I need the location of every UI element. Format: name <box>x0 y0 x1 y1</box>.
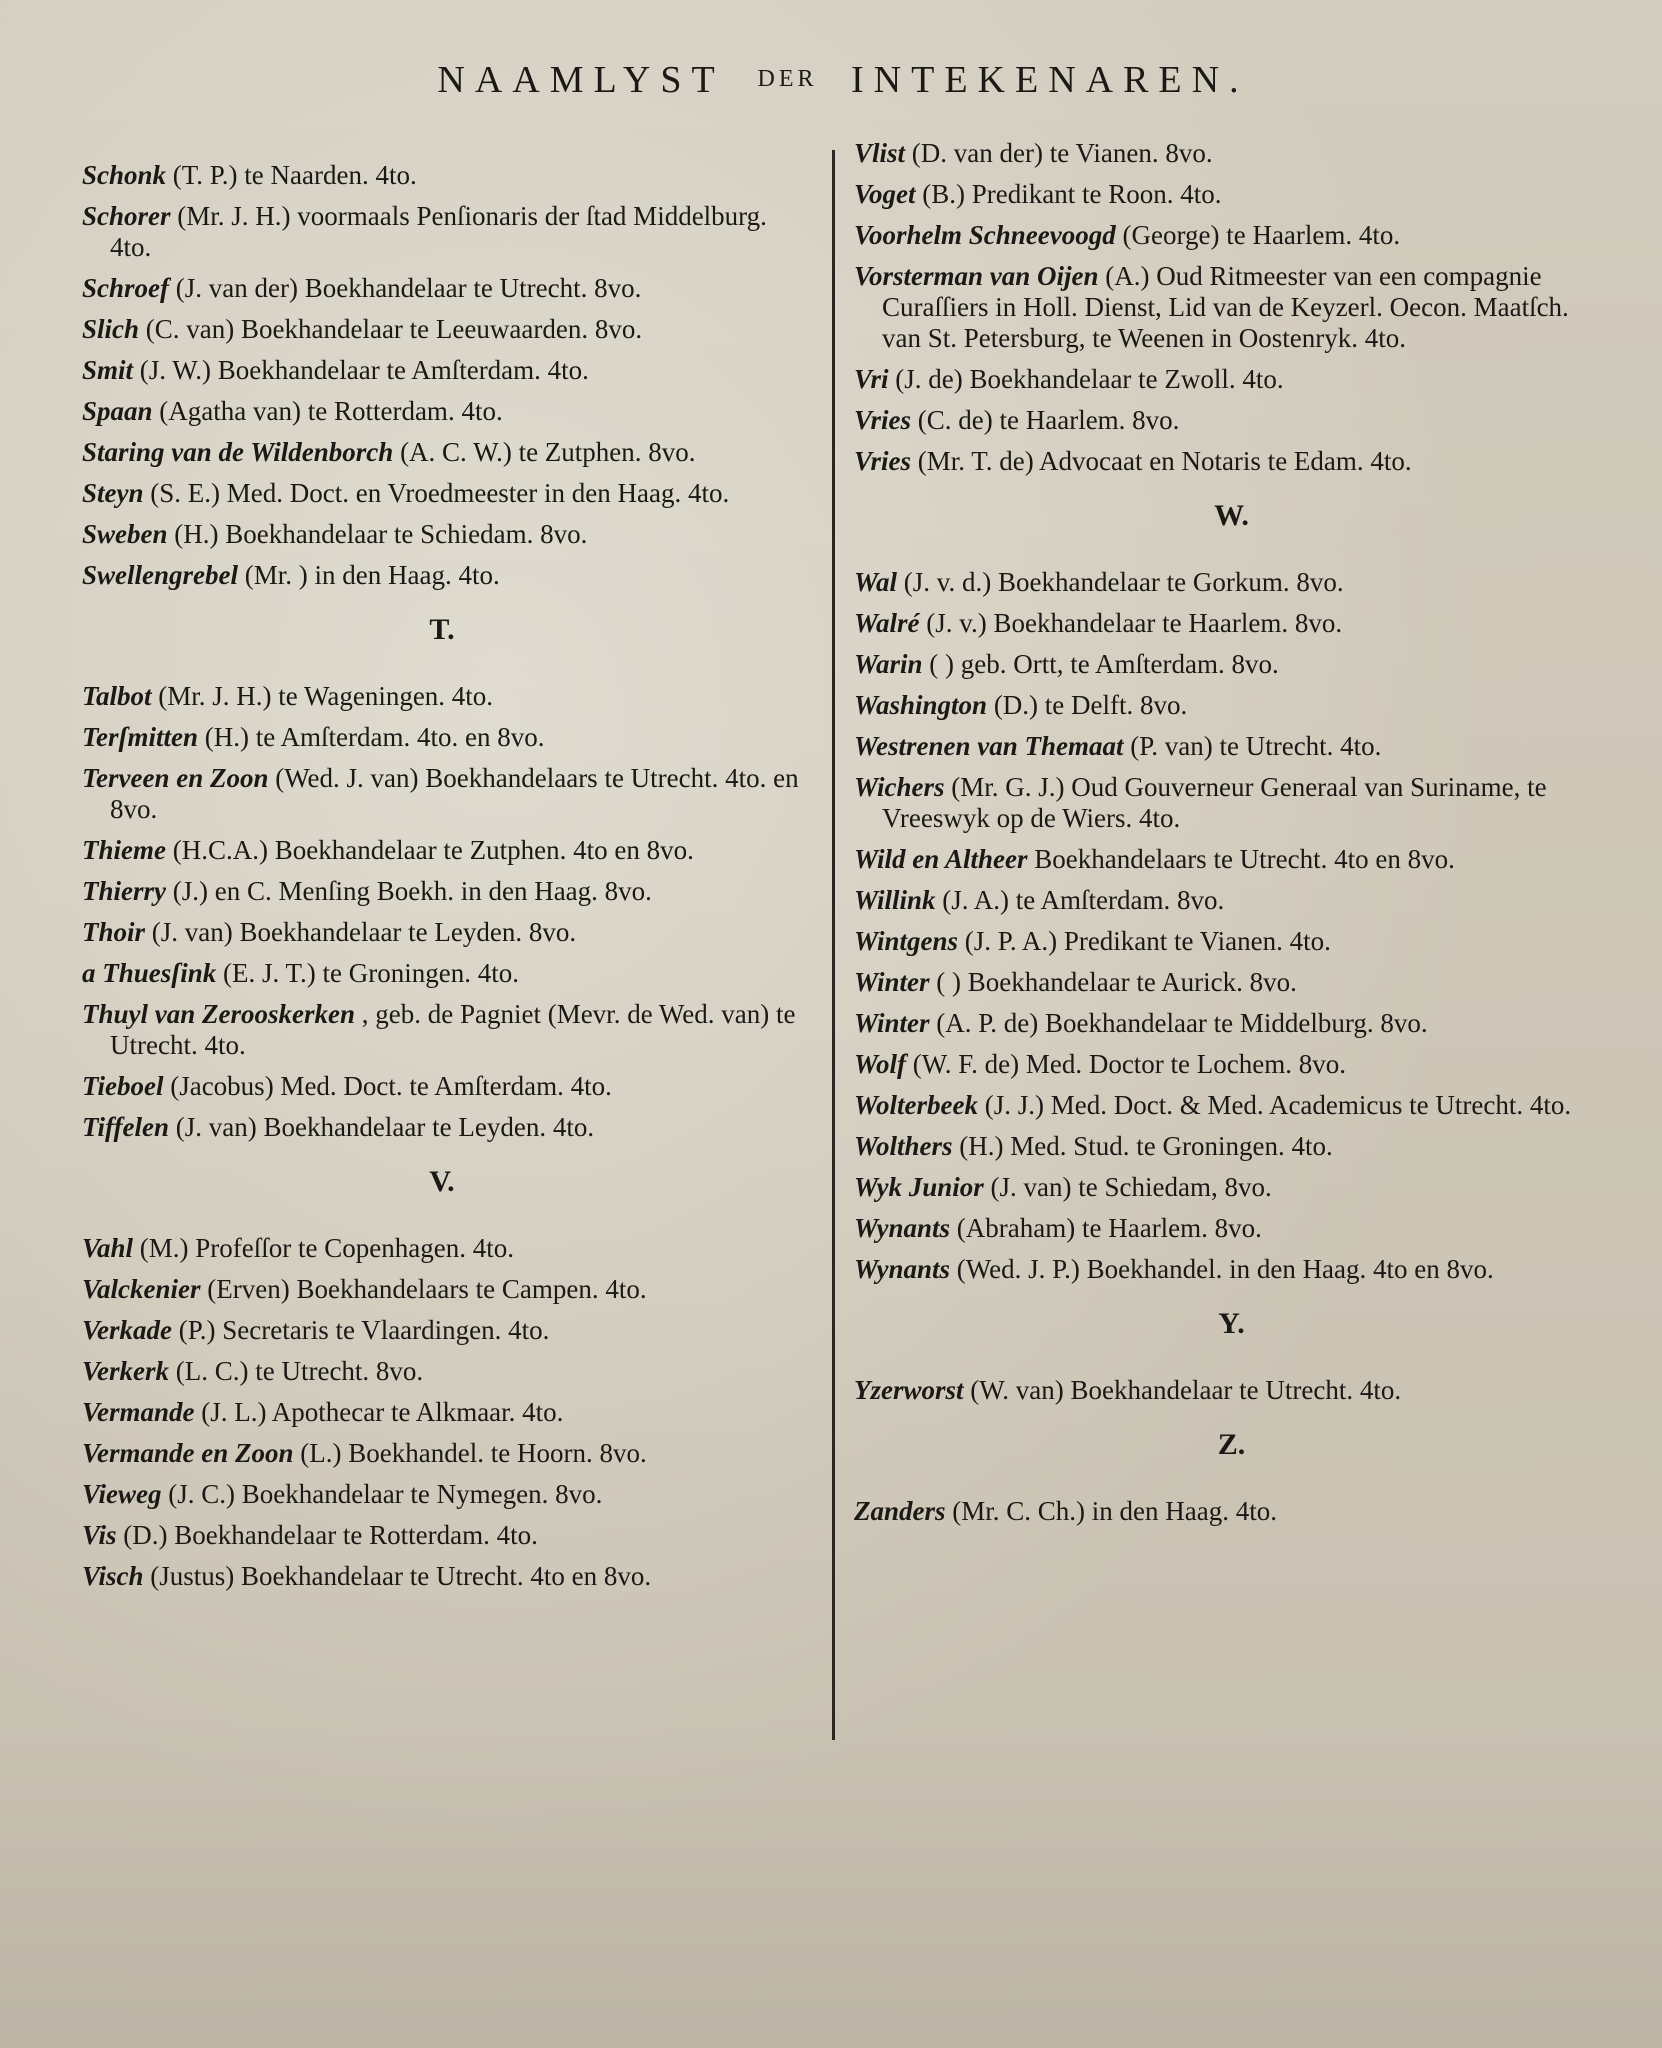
entries-v-continued <box>854 138 1609 477</box>
subscriber-name: Talbot <box>82 681 152 711</box>
subscriber-entry <box>82 437 802 468</box>
subscriber-name: Voorhelm Schneevoogd <box>854 220 1116 250</box>
subscriber-entry <box>854 649 1609 680</box>
subscriber-entry <box>82 1356 802 1387</box>
subscriber-details: (Erven) Boekhandelaars te Campen. 4to. <box>207 1274 647 1304</box>
subscriber-name: Schonk <box>82 160 167 190</box>
subscriber-details: (W. F. de) Med. Doctor te Lochem. 8vo. <box>912 1049 1346 1079</box>
subscriber-name: Wynants <box>854 1254 951 1284</box>
subscriber-entry <box>82 1479 802 1510</box>
subscriber-entry <box>82 958 802 989</box>
subscriber-entry <box>854 1090 1609 1121</box>
subscriber-name: Thieme <box>82 835 166 865</box>
subscriber-details: (T. P.) te Naarden. 4to. <box>172 160 417 190</box>
subscriber-name: Vahl <box>82 1233 134 1263</box>
subscriber-details: ( ) geb. Ortt, te Amſterdam. 8vo. <box>929 649 1279 679</box>
subscriber-details: (J. C.) Boekhandelaar te Nymegen. 8vo. <box>168 1479 603 1509</box>
subscriber-name: Visch <box>82 1561 144 1591</box>
subscriber-entry <box>854 1172 1609 1203</box>
subscriber-entry <box>82 314 802 345</box>
subscriber-details: (M.) Profeſſor te Copenhagen. 4to. <box>139 1233 514 1263</box>
subscriber-entry <box>854 567 1609 598</box>
entries-z <box>854 1496 1609 1527</box>
subscriber-details: (H.C.A.) Boekhandelaar te Zutphen. 4to en 8vo. <box>172 835 694 865</box>
subscriber-details: (A. C. W.) te Zutphen. 8vo. <box>400 437 696 467</box>
subscriber-details: (Jacobus) Med. Doct. te Amſterdam. 4to. <box>170 1071 612 1101</box>
section-letter-w: W. <box>1214 499 1249 532</box>
subscriber-details: (J. v.) Boekhandelaar te Haarlem. 8vo. <box>926 608 1343 638</box>
subscriber-entry <box>82 396 802 427</box>
subscriber-name: Swellengrebel <box>82 560 238 590</box>
left-column <box>82 160 802 1602</box>
subscriber-name: Vorsterman van Oijen <box>854 261 1099 291</box>
subscriber-entry <box>82 355 802 386</box>
subscriber-name: Wal <box>854 567 898 597</box>
subscriber-name: Warin <box>854 649 923 679</box>
page-bleed-shadow <box>0 1718 1662 2048</box>
subscriber-entry <box>82 1520 802 1551</box>
subscriber-name: Wolthers <box>854 1131 953 1161</box>
subscriber-name: Westrenen van Themaat <box>854 731 1124 761</box>
entries-s <box>82 160 802 591</box>
subscriber-details: (D.) Boekhandelaar te Rotterdam. 4to. <box>123 1520 538 1550</box>
column-divider <box>832 150 835 1740</box>
subscriber-details: (J. van der) Boekhandelaar te Utrecht. 8vo. <box>175 273 642 303</box>
subscriber-entry <box>82 1315 802 1346</box>
subscriber-details: (P. van) te Utrecht. 4to. <box>1130 731 1382 761</box>
subscriber-entry <box>82 876 802 907</box>
subscriber-name: Slich <box>82 314 140 344</box>
subscriber-name: Willink <box>854 885 936 915</box>
subscriber-entry <box>854 138 1609 169</box>
subscriber-name: Walré <box>854 608 920 638</box>
subscriber-details: (J. van) Boekhandelaar te Leyden. 4to. <box>175 1112 595 1142</box>
subscriber-details: (J. A.) te Amſterdam. 8vo. <box>942 885 1225 915</box>
subscriber-details: (George) te Haarlem. 4to. <box>1122 220 1401 250</box>
right-column <box>854 138 1609 1537</box>
subscriber-entry <box>854 261 1609 354</box>
subscriber-details: (C. van) Boekhandelaar te Leeuwaarden. 8vo. <box>145 314 643 344</box>
subscriber-details: (A. P. de) Boekhandelaar te Middelburg. 8vo. <box>936 1008 1428 1038</box>
subscriber-entry <box>854 967 1609 998</box>
subscriber-entry <box>854 405 1609 436</box>
title-part-3: INTEKENAREN. <box>851 59 1249 101</box>
subscriber-name: Vlist <box>854 138 906 168</box>
subscriber-name: a Thuesſink <box>82 958 217 988</box>
subscriber-entry <box>854 364 1609 395</box>
subscriber-details: (H.) Med. Stud. te Groningen. 4to. <box>959 1131 1333 1161</box>
subscriber-details: (C. de) te Haarlem. 8vo. <box>917 405 1180 435</box>
subscriber-name: Terveen en Zoon <box>82 763 269 793</box>
subscriber-details: (Mr. G. J.) Oud Gouverneur Generaal van Suriname, te Vreeswyk op de Wiers. 4to. <box>882 772 1547 833</box>
subscriber-entry <box>854 885 1609 916</box>
subscriber-entry <box>82 763 802 825</box>
subscriber-entry <box>82 1233 802 1264</box>
entries-w <box>854 567 1609 1285</box>
subscriber-details: (Wed. J. van) Boekhandelaars te Utrecht. 4to. en 8vo. <box>110 763 799 824</box>
subscriber-name: Smit <box>82 355 134 385</box>
entries-t <box>82 681 802 1143</box>
section-letter-t: T. <box>429 613 455 646</box>
subscriber-name: Wynants <box>854 1213 951 1243</box>
subscriber-entry <box>82 560 802 591</box>
subscriber-entry <box>854 1049 1609 1080</box>
subscriber-entry <box>82 160 802 191</box>
subscriber-name: Vermande <box>82 1397 195 1427</box>
subscriber-entry <box>854 446 1609 477</box>
subscriber-entry <box>854 731 1609 762</box>
subscriber-details: (Mr. J. H.) voormaals Penſionaris der ſtad Middelburg. 4to. <box>110 201 767 262</box>
subscriber-details: (Mr. ) in den Haag. 4to. <box>244 560 500 590</box>
subscriber-name: Voget <box>854 179 916 209</box>
subscriber-name: Winter <box>854 967 930 997</box>
subscriber-name: Vermande en Zoon <box>82 1438 294 1468</box>
subscriber-entry <box>82 478 802 509</box>
subscriber-name: Washington <box>854 690 988 720</box>
subscriber-entry <box>82 999 802 1061</box>
subscriber-name: Wichers <box>854 772 945 802</box>
subscriber-details: ( ) Boekhandelaar te Aurick. 8vo. <box>936 967 1297 997</box>
subscriber-name: Thierry <box>82 876 166 906</box>
subscriber-entry <box>854 1375 1609 1406</box>
subscriber-details: (J. W.) Boekhandelaar te Amſterdam. 4to. <box>139 355 589 385</box>
subscriber-details: (W. van) Boekhandelaar te Utrecht. 4to. <box>970 1375 1402 1405</box>
subscriber-details: , geb. de Pagniet (Mevr. de Wed. van) te Utrecht. 4to. <box>110 999 796 1060</box>
subscriber-entry <box>82 1438 802 1469</box>
entries-v <box>82 1233 802 1592</box>
section-letter-v: V. <box>429 1165 455 1198</box>
subscriber-details: (D.) te Delft. 8vo. <box>993 690 1188 720</box>
subscriber-name: Vieweg <box>82 1479 162 1509</box>
subscriber-entry <box>82 201 802 263</box>
subscriber-name: Terſmitten <box>82 722 199 752</box>
subscriber-name: Verkade <box>82 1315 172 1345</box>
subscriber-name: Vries <box>854 405 912 435</box>
subscriber-entry <box>854 1213 1609 1244</box>
subscriber-details: (L. C.) te Utrecht. 8vo. <box>175 1356 424 1386</box>
subscriber-entry <box>854 926 1609 957</box>
subscriber-entry <box>854 1496 1609 1527</box>
subscriber-details: (Mr. T. de) Advocaat en Notaris te Edam. 4to. <box>917 446 1412 476</box>
subscriber-details: (Agatha van) te Rotterdam. 4to. <box>159 396 503 426</box>
subscriber-details: (J. van) Boekhandelaar te Leyden. 8vo. <box>151 917 577 947</box>
subscriber-name: Yzerworst <box>854 1375 964 1405</box>
subscriber-name: Wolterbeek <box>854 1090 978 1120</box>
subscriber-name: Thuyl van Zerooskerken <box>82 999 355 1029</box>
subscriber-details: (J. P. A.) Predikant te Vianen. 4to. <box>964 926 1331 956</box>
subscriber-entry <box>82 722 802 753</box>
subscriber-entry <box>82 1071 802 1102</box>
subscriber-entry <box>82 917 802 948</box>
subscriber-entry <box>82 1397 802 1428</box>
subscriber-name: Zanders <box>854 1496 946 1526</box>
section-letter-y: Y. <box>1218 1307 1245 1340</box>
subscriber-entry <box>82 1274 802 1305</box>
subscriber-details: (J. J.) Med. Doct. & Med. Academicus te Utrecht. 4to. <box>984 1090 1572 1120</box>
subscriber-entry <box>82 519 802 550</box>
subscriber-details: (Mr. C. Ch.) in den Haag. 4to. <box>952 1496 1277 1526</box>
subscriber-entry <box>82 273 802 304</box>
subscriber-details: (Mr. J. H.) te Wageningen. 4to. <box>158 681 494 711</box>
subscriber-name: Sweben <box>82 519 168 549</box>
subscriber-name: Wild en Altheer <box>854 844 1028 874</box>
subscriber-name: Steyn <box>82 478 144 508</box>
title-part-2: DER <box>757 66 818 92</box>
section-letter-z: Z. <box>1217 1428 1246 1461</box>
subscriber-name: Tiffelen <box>82 1112 169 1142</box>
subscriber-name: Staring van de Wildenborch <box>82 437 394 467</box>
subscriber-name: Wolf <box>854 1049 906 1079</box>
subscriber-details: (J. van) te Schiedam, 8vo. <box>990 1172 1272 1202</box>
subscriber-entry <box>854 1254 1609 1285</box>
subscriber-details: (H.) te Amſterdam. 4to. en 8vo. <box>204 722 545 752</box>
subscriber-name: Valckenier <box>82 1274 201 1304</box>
subscriber-details: (S. E.) Med. Doct. en Vroedmeester in den Haag. 4to. <box>150 478 730 508</box>
subscriber-entry <box>854 179 1609 210</box>
subscriber-entry <box>854 1131 1609 1162</box>
subscriber-name: Vries <box>854 446 912 476</box>
subscriber-entry <box>82 1561 802 1592</box>
entries-y <box>854 1375 1609 1406</box>
subscriber-details: (Wed. J. P.) Boekhandel. in den Haag. 4to en 8vo. <box>956 1254 1494 1284</box>
subscriber-name: Spaan <box>82 396 153 426</box>
subscriber-details: (P.) Secretaris te Vlaardingen. 4to. <box>178 1315 550 1345</box>
subscriber-details: (J. de) Boekhandelaar te Zwoll. 4to. <box>895 364 1284 394</box>
subscriber-details: (Abraham) te Haarlem. 8vo. <box>956 1213 1262 1243</box>
subscriber-details: (E. J. T.) te Groningen. 4to. <box>223 958 519 988</box>
subscriber-name: Wintgens <box>854 926 959 956</box>
subscriber-details: (J.) en C. Menſing Boekh. in den Haag. 8vo. <box>172 876 652 906</box>
subscriber-name: Schroef <box>82 273 169 303</box>
subscriber-name: Winter <box>854 1008 930 1038</box>
subscriber-name: Schorer <box>82 201 171 231</box>
subscriber-details: (A.) Oud Ritmeester van een compagnie Curaſſiers in Holl. Dienst, Lid van de Keyzerl. Oecon. Maatſch. van St. Petersburg, te Weenen in Oostenryk. 4to. <box>882 261 1569 353</box>
subscriber-entry <box>854 608 1609 639</box>
title-part-1: NAAMLYST <box>437 59 725 101</box>
subscriber-name: Verkerk <box>82 1356 169 1386</box>
subscriber-details: (H.) Boekhandelaar te Schiedam. 8vo. <box>174 519 588 549</box>
subscriber-name: Vis <box>82 1520 117 1550</box>
subscriber-entry <box>854 690 1609 721</box>
subscriber-entry <box>854 220 1609 251</box>
subscriber-name: Thoir <box>82 917 146 947</box>
subscriber-entry <box>82 835 802 866</box>
subscriber-name: Tieboel <box>82 1071 164 1101</box>
subscriber-entry <box>854 1008 1609 1039</box>
subscriber-name: Wyk Junior <box>854 1172 984 1202</box>
subscriber-entry <box>82 1112 802 1143</box>
subscriber-details: (J. v. d.) Boekhandelaar te Gorkum. 8vo. <box>903 567 1344 597</box>
subscriber-entry <box>854 844 1609 875</box>
subscriber-details: Boekhandelaars te Utrecht. 4to en 8vo. <box>1034 844 1455 874</box>
subscriber-entry <box>82 681 802 712</box>
subscriber-details: (L.) Boekhandel. te Hoorn. 8vo. <box>300 1438 647 1468</box>
subscriber-details: (B.) Predikant te Roon. 4to. <box>922 179 1222 209</box>
subscriber-details: (Justus) Boekhandelaar te Utrecht. 4to en 8vo. <box>150 1561 652 1591</box>
subscriber-name: Vri <box>854 364 889 394</box>
page-title <box>0 58 1662 102</box>
subscriber-entry <box>854 772 1609 834</box>
subscriber-details: (J. L.) Apothecar te Alkmaar. 4to. <box>201 1397 564 1427</box>
subscriber-details: (D. van der) te Vianen. 8vo. <box>911 138 1213 168</box>
